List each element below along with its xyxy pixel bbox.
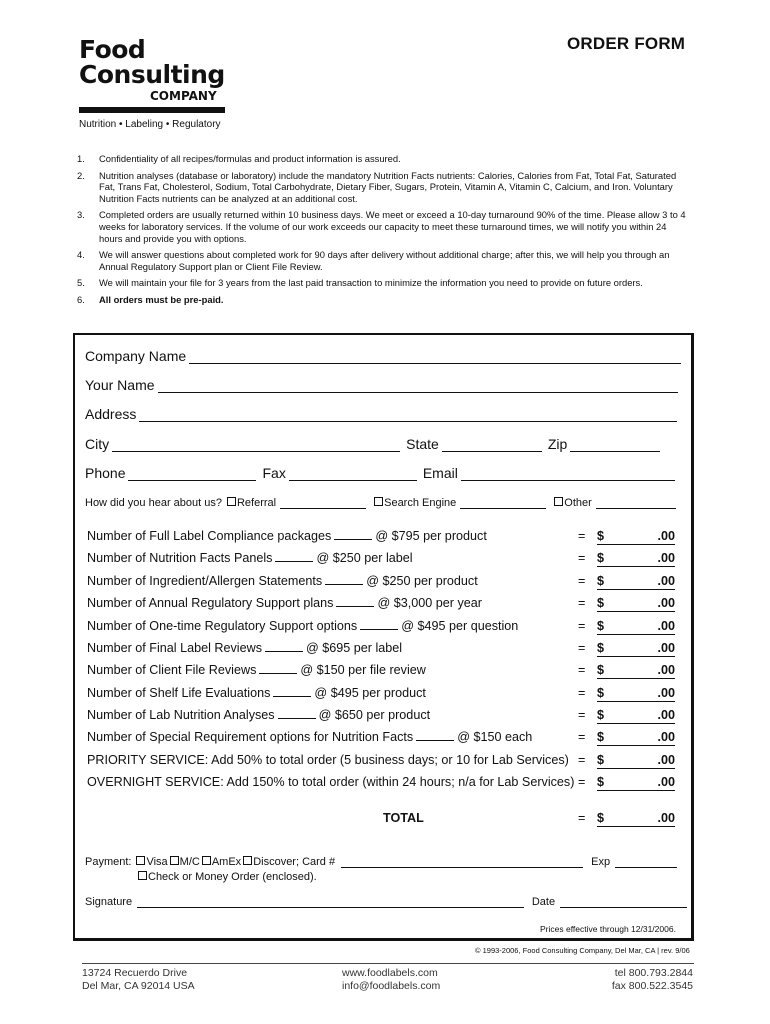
company-name-row: [85, 348, 687, 364]
quantity-field[interactable]: [334, 529, 372, 540]
item-price: @ $150 each: [457, 730, 533, 744]
discover-label: Discover; Card #: [253, 856, 336, 868]
item-price: @ $150 per file review: [300, 663, 426, 677]
search-engine-field[interactable]: [460, 498, 546, 509]
total-amount-field[interactable]: .00: [597, 811, 675, 827]
equals-sign: =: [578, 663, 586, 677]
item-description: Number of Lab Nutrition Analyses: [87, 708, 275, 722]
amex-option[interactable]: [202, 856, 241, 868]
order-item-row: [85, 775, 677, 795]
footer-contact: [342, 967, 440, 993]
term-text: Confidentiality of all recipes/formulas and product information is assured.: [99, 153, 401, 164]
footer-address: [82, 967, 195, 993]
item-description: Number of One-time Regulatory Support options: [87, 619, 358, 633]
amount-field[interactable]: .00: [597, 663, 675, 679]
term-item: [77, 277, 687, 289]
order-item-row: [85, 730, 677, 750]
item-description: Number of Annual Regulatory Support plans: [87, 596, 334, 610]
your-name-label: Your Name: [85, 377, 155, 393]
checkbox-icon[interactable]: [202, 856, 211, 865]
equals-sign: =: [578, 574, 586, 588]
check-label: Check or Money Order (enclosed).: [148, 871, 317, 883]
order-item-row: [85, 663, 677, 683]
visa-option[interactable]: [136, 856, 167, 868]
item-price: @ $250 per product: [366, 574, 478, 588]
term-text: All orders must be pre-paid.: [99, 293, 224, 305]
item-description: PRIORITY SERVICE: Add 50% to total order (5 business days; or 10 for Lab Services): [87, 753, 569, 767]
zip-label: Zip: [547, 436, 568, 452]
company-name-label: Company Name: [85, 348, 187, 364]
total-label: TOTAL: [383, 811, 424, 825]
date-field[interactable]: [560, 897, 687, 908]
equals-sign: =: [578, 551, 586, 565]
check-option[interactable]: [138, 871, 685, 883]
phone-field[interactable]: [128, 468, 256, 481]
item-description: Number of Special Requirement options for Nutrition Facts: [87, 730, 414, 744]
logo-company: COMPANY: [150, 89, 217, 103]
state-label: State: [406, 436, 439, 452]
equals-sign: =: [578, 753, 586, 767]
equals-sign: =: [578, 619, 586, 633]
referral-field[interactable]: [280, 498, 366, 509]
item-price: @ $495 per question: [401, 619, 519, 633]
dollar-sign: $: [597, 753, 605, 767]
address-field[interactable]: [139, 409, 677, 422]
quantity-field[interactable]: [278, 708, 316, 719]
logo-food: Food: [79, 35, 146, 64]
search-engine-option[interactable]: [374, 497, 456, 509]
logo-bar: [79, 107, 225, 113]
order-item-row: [85, 753, 677, 773]
amex-label: AmEx: [211, 856, 242, 868]
dollar-sign: $: [597, 775, 605, 789]
term-text: We will maintain your file for 3 years from the last paid transaction to minimize the information you need to provide on future orders.: [99, 277, 643, 289]
item-price: @ $250 per label: [316, 551, 413, 565]
equals-sign: =: [578, 811, 586, 825]
checkbox-icon[interactable]: [170, 856, 179, 865]
company-name-field[interactable]: [189, 351, 681, 364]
term-number: 4.: [77, 249, 85, 261]
email-label: Email: [422, 465, 458, 481]
equals-sign: =: [578, 641, 586, 655]
term-item: [77, 170, 687, 205]
zip-field[interactable]: [570, 439, 660, 452]
address-label: Address: [85, 406, 137, 422]
address-row: [85, 406, 683, 422]
order-item-row: [85, 551, 677, 571]
equals-sign: =: [578, 686, 586, 700]
referral-question: How did you hear about us?: [85, 497, 222, 509]
copyright: © 1993-2006, Food Consulting Company, Del Mar, CA | rev. 9/06: [475, 946, 690, 955]
signature-field[interactable]: [137, 897, 524, 908]
amount-field[interactable]: .00: [597, 551, 675, 567]
term-number: 3.: [77, 209, 85, 221]
amount-field[interactable]: .00: [597, 753, 675, 769]
item-price: @ $695 per label: [306, 641, 403, 655]
other-option[interactable]: [554, 497, 592, 509]
dollar-sign: $: [597, 730, 605, 744]
order-item-row: [85, 596, 677, 616]
referral-option[interactable]: [227, 497, 276, 509]
order-item-row: [85, 529, 677, 549]
order-item-row: [85, 641, 677, 661]
quantity-field[interactable]: [360, 619, 398, 630]
term-number: 1.: [77, 153, 85, 164]
dollar-sign: $: [597, 663, 605, 677]
logo-consulting: Consulting: [79, 60, 225, 89]
dollar-sign: $: [597, 619, 605, 633]
card-number-field[interactable]: [341, 857, 583, 868]
order-item-row: [85, 686, 677, 706]
checkbox-icon[interactable]: [227, 497, 236, 506]
item-description: Number of Nutrition Facts Panels: [87, 551, 273, 565]
payment-label: Payment:: [85, 856, 132, 868]
page-title: ORDER FORM: [567, 34, 686, 53]
quantity-field[interactable]: [273, 686, 311, 697]
term-text: Nutrition analyses (database or laboratory) include the mandatory Nutrition Facts nutrients: Calories, Calories from Fat, Total Fat, Saturated Fat, Trans Fat, Cholesterol, Sodium, Total Carbohydrate, Dietary Fiber, Sugars, Protein, Vitamin A, Vitamin C, Calcium, and Iron. Voluntary Nutrition Facts nutrients can be analyzed at an additional cost.: [99, 169, 677, 204]
dollar-sign: $: [597, 551, 605, 565]
dollar-sign: $: [597, 574, 605, 588]
visa-label: Visa: [146, 856, 168, 868]
terms-list: [77, 153, 687, 311]
checkbox-icon[interactable]: [136, 856, 145, 865]
item-description: OVERNIGHT SERVICE: Add 150% to total order (within 24 hours; n/a for Lab Services): [87, 775, 575, 789]
other-label: Other: [564, 497, 592, 509]
city-label: City: [85, 436, 110, 452]
checkbox-icon[interactable]: [138, 871, 147, 880]
item-description: Number of Ingredient/Allergen Statements: [87, 574, 323, 588]
mc-option[interactable]: [170, 856, 200, 868]
item-price: @ $3,000 per year: [377, 596, 482, 610]
dollar-sign: $: [597, 708, 605, 722]
equals-sign: =: [578, 730, 586, 744]
total-row: [85, 811, 677, 831]
equals-sign: =: [578, 775, 586, 789]
quantity-field[interactable]: [259, 663, 297, 674]
quantity-field[interactable]: [265, 641, 303, 652]
dollar-sign: $: [597, 686, 605, 700]
amount-field[interactable]: .00: [597, 730, 675, 746]
website-link[interactable]: www.foodlabels.com: [342, 967, 438, 979]
mc-label: M/C: [179, 856, 200, 868]
equals-sign: =: [578, 529, 586, 543]
amount-field[interactable]: .00: [597, 619, 675, 635]
footer-divider: [82, 963, 694, 964]
quantity-field[interactable]: [336, 596, 374, 607]
quantity-field[interactable]: [325, 574, 363, 585]
fax-number: fax 800.522.3545: [611, 980, 693, 992]
referral-source-row: [85, 497, 676, 509]
exp-field[interactable]: [615, 857, 677, 868]
payment-section: [85, 856, 685, 883]
address-line-1: 13724 Recuerdo Drive: [82, 967, 188, 979]
term-item: [77, 294, 687, 306]
amount-field[interactable]: .00: [597, 708, 675, 724]
item-price: @ $795 per product: [375, 529, 487, 543]
other-field[interactable]: [596, 498, 676, 509]
dollar-sign: $: [597, 811, 605, 825]
order-item-row: [85, 619, 677, 639]
your-name-row: [85, 377, 684, 393]
footer-phone: [597, 967, 693, 993]
amount-field[interactable]: .00: [597, 596, 675, 612]
order-item-row: [85, 708, 677, 728]
checkbox-icon[interactable]: [554, 497, 563, 506]
prices-note: Prices effective through 12/31/2006.: [540, 924, 676, 934]
quantity-field[interactable]: [275, 551, 313, 562]
state-field[interactable]: [442, 439, 542, 452]
phone-label: Phone: [85, 465, 126, 481]
dollar-sign: $: [597, 641, 605, 655]
term-text: We will answer questions about completed work for 90 days after delivery without additional charge; after this, we will help you through an Annual Regulatory Support plan or Client File Review.: [99, 249, 670, 272]
dollar-sign: $: [597, 529, 605, 543]
item-description: Number of Final Label Reviews: [87, 641, 262, 655]
item-description: Number of Client File Reviews: [87, 663, 257, 677]
equals-sign: =: [578, 596, 586, 610]
referral-label: Referral: [236, 497, 277, 509]
discover-option[interactable]: [243, 856, 335, 868]
term-item: [77, 153, 687, 165]
telephone-number: tel 800.793.2844: [614, 967, 693, 979]
amount-field[interactable]: .00: [597, 574, 675, 590]
date-label: Date: [531, 896, 556, 908]
term-text: Completed orders are usually returned within 10 business days. We meet or exceed a 10-day turnaround 90% of the time. Please allow 3 to 4 weeks for laboratory services. If the volume of our work exceeds our capacity to meet these turnaround times, we will notify you within 24 hours and provide you with options.: [99, 209, 686, 244]
term-number: 2.: [77, 169, 85, 181]
item-description: Number of Shelf Life Evaluations: [87, 686, 271, 700]
term-number: 6.: [77, 293, 85, 305]
fax-field[interactable]: [289, 468, 417, 481]
term-item: [77, 249, 687, 272]
item-price: @ $650 per product: [318, 708, 431, 722]
quantity-field[interactable]: [416, 730, 454, 741]
logo-tagline: Nutrition • Labeling • Regulatory: [79, 119, 221, 130]
order-item-row: [85, 574, 677, 594]
signature-row: [85, 896, 687, 908]
city-field[interactable]: [112, 439, 400, 452]
amount-field[interactable]: .00: [597, 641, 675, 657]
dollar-sign: $: [597, 596, 605, 610]
item-description: Number of Full Label Compliance packages: [87, 529, 332, 543]
term-number: 5.: [77, 277, 85, 289]
checkbox-icon[interactable]: [374, 497, 383, 506]
signature-label: Signature: [85, 896, 133, 908]
city-row: [85, 436, 666, 452]
search-engine-label: Search Engine: [384, 497, 457, 509]
amount-field[interactable]: .00: [597, 775, 675, 791]
address-line-2: Del Mar, CA 92014 USA: [82, 980, 195, 992]
exp-label: Exp: [591, 856, 611, 868]
amount-field[interactable]: .00: [597, 529, 675, 545]
term-item: [77, 209, 687, 244]
checkbox-icon[interactable]: [243, 856, 252, 865]
item-price: @ $495 per product: [314, 686, 426, 700]
email-field[interactable]: [461, 468, 675, 481]
equals-sign: =: [578, 708, 586, 722]
phone-row: [85, 465, 681, 481]
email-link[interactable]: info@foodlabels.com: [342, 980, 441, 992]
fax-label: Fax: [262, 465, 286, 481]
amount-field[interactable]: .00: [597, 686, 675, 702]
your-name-field[interactable]: [158, 380, 678, 393]
